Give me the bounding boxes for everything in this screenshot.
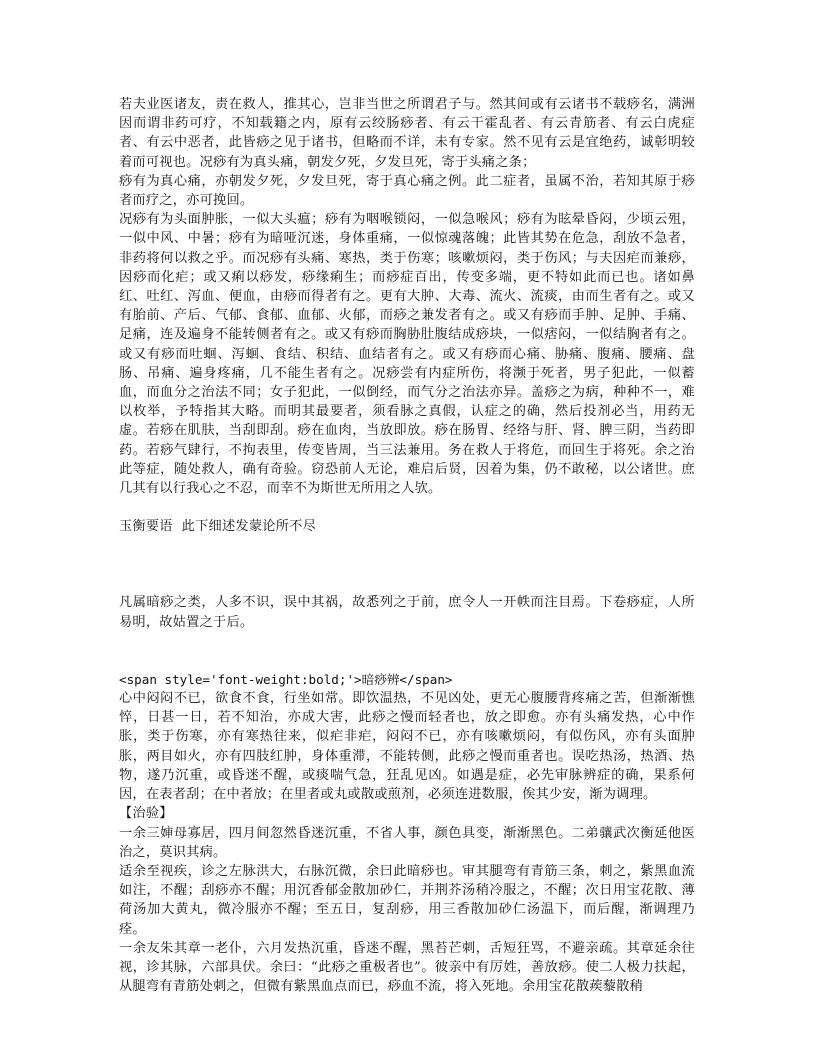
- intro-paragraph-2: 痧有为真心痛，亦朝发夕死，夕发旦死，寄于真心痛之例。此二症者，虽属不治，若知其原于痧者而疗之，亦可挽回。: [119, 173, 695, 209]
- spacer: [119, 498, 695, 517]
- intro-paragraph-1: 若夫业医诸友，责在救人，推其心，岂非当世之所谓君子与。然其间或有云诸书不载痧名，满洲因而谓非药可疗，不知载籍之内，原有云绞肠痧者、有云干霍乱者、有云青筋者、有云白虎症者、有云中恶者，此皆痧之见于诸书，但略而不详，未有专家。然不见有云是宜绝药，诚彰明较着而可视也。况痧有为真头痛，朝发夕死，夕发旦死，寄于头痛之条；: [119, 97, 695, 170]
- spacer: [119, 632, 695, 670]
- case-2-paragraph: 一余友朱其章一老仆，六月发热沉重，昏迷不醒，黑苔芒刺，舌短狂骂，不避亲疏。其章延余往视，诊其脉，六部具伏。余曰：“此痧之重极者也”。彼亲中有厉姓，善放痧。使二人极力扶起，从腿弯有青筋处刺之，但微有紫黑血点而已，痧血不流，将入死地。余用宝花散蒺藜散稍: [119, 940, 695, 995]
- case-1b-paragraph: 适余至视疾，诊之左脉洪大，右脉沉微，余曰此暗痧也。审其腿弯有青筋三条，刺之，紫黑血流如注，不醒；刮痧亦不醒；用沉香郁金散加砂仁，并荆芥汤稍冷服之，不醒；次日用宝花散、薄荷汤加大黄丸，微冷服亦不醒；至五日，复刮痧，用三香散加砂仁汤温下，而后醒，渐调理乃痊。: [119, 863, 695, 937]
- case-1-paragraph: 一余三婶母寡居，四月间忽然昏迷沉重，不省人事，颜色具变，渐渐黑色。二弟骧武次衡延他医治之，莫识其病。: [119, 825, 695, 860]
- section-intro-paragraph: 凡属暗痧之类，人多不识，误中其祸，故悉列之于前，庶令人一开帙而注目焉。下卷痧症，人所易明，故姑置之于后。: [119, 595, 695, 630]
- document-page: [119, 95, 695, 996]
- an-sha-heading-raw: <span style='font-weight:bold;'>暗痧辨</span>: [119, 671, 453, 687]
- an-sha-paragraph-1: 心中闷闷不已，欲食不食，行坐如常。即饮温热，不见凶处，更无心腹腰背疼痛之苦，但渐渐憔悴，日甚一日，若不知治，亦成大害，此痧之慢而轻者也，放之即愈。亦有头痛发热，心中作胀，类于伤寒，亦有寒热往来，似疟非疟，闷闷不已，亦有咳嗽烦闷，有似伤风，亦有头面肿胀，两目如火，亦有四肢红肿，身体重滞，不能转侧，此痧之慢而重者也。误吃热汤，热酒、热物，遂乃沉重，或昏迷不醒，或痰喘气急，狂乱见凶。如遇是症，必先审脉辨症的确，果系何因，在表者刮；在中者放；在里者或丸或散或煎剂，必须连进数服，俟其少安，渐为调理。: [119, 691, 695, 803]
- cases-label: 【治验】: [119, 806, 173, 822]
- intro-paragraph-3: 况痧有为头面肿胀，一似大头瘟；痧有为咽喉锁闷，一似急喉风；痧有为眩晕昏闷，少顷云殂，一似中风、中暑；痧有为暗哑沉迷，身体重痛，一似惊魂落魄；此皆其势在危急，刮放不急者，非药将何以救之乎。而况痧有头痛、寒热，类于伤寒；咳嗽烦闷，类于伤风；与夫因疟而兼痧，因痧而化疟；或又痢以痧发，痧缘痢生；而痧症百出，传变多端，更不特如此而已也。诸如鼻红、吐红、泻血、便血，由痧而得者有之。更有大肿、大毒、流火、流痰，由而生者有之。或又有胎前、产后、气郁、食郁、血郁、火郁，而痧之兼发者有之。或又有痧而手肿、足肿、手痛、足痛，连及遍身不能转侧者有之。或又有痧而胸胁肚腹结成痧块，一似痞闷，一似结胸者有之。或又有痧而吐蛔、泻蛔、食结、积结、血结者有之。或又有痧而心痛、胁痛、腹痛、腰痛、盘肠、吊痛、遍身疼痛，几不能生者有之。况痧尝有内症所伤，将濒于死者，男子犯此，一似蓄血，而血分之治法不同；女子犯此，一似倒经，而气分之治法亦异。盖痧之为病，种种不一，难以枚举，予特指其大略。而明其最要者，须看脉之真假，认症之的确，然后投剂必当，用药无虚。若痧在肌肤，当刮即刮。痧在血肉，当放即放。痧在肠胃、经络与肝、肾、脾三阴，当药即药。若痧气肆行，不拘表里，传变皆周，当三法兼用。务在救人于将危，而回生于将死。余之治此等症，随处救人，确有奇验。窃恐前人无论，难启后贤，因着为集，仍不敢秘，以公诸世。庶几其有以行我心之不忍，而幸不为斯世无所用之人欤。: [119, 212, 695, 497]
- spacer: [119, 536, 695, 593]
- section-heading: 玉衡要语 此下细述发蒙论所不尽: [119, 519, 317, 535]
